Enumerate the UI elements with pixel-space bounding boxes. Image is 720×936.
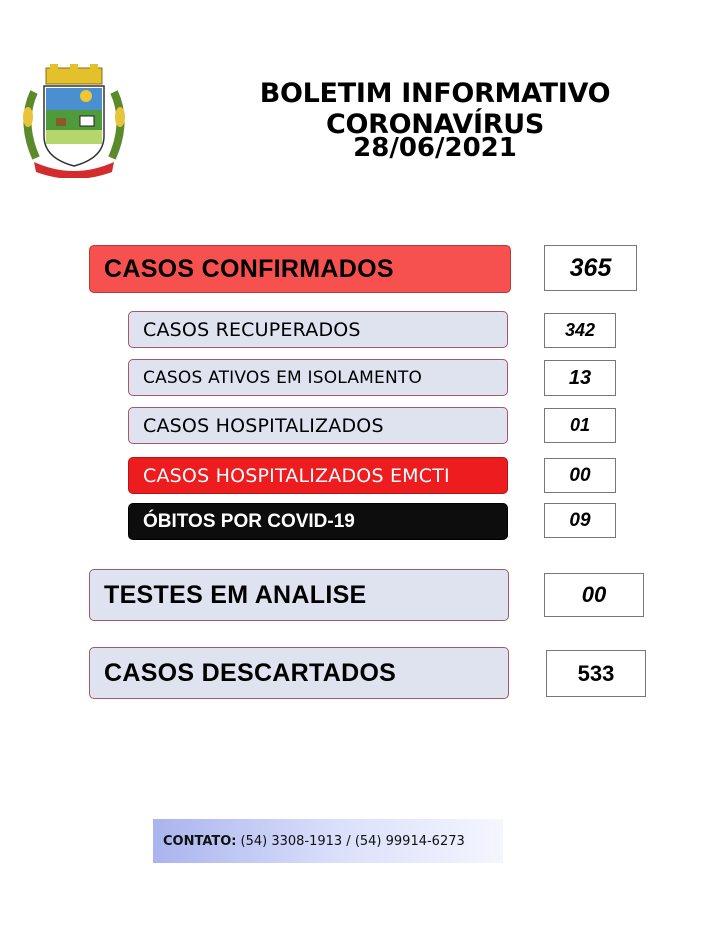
confirmed-cases-label-text: CASOS CONFIRMADOS xyxy=(104,254,394,283)
discarded-cases-value xyxy=(546,650,646,697)
tests-pending-number: 00 xyxy=(581,582,607,607)
contact-label: CONTATO: xyxy=(163,833,237,849)
tests-pending-label xyxy=(89,569,509,621)
tests-pending-label-text: TESTES EM ANALISE xyxy=(104,580,367,609)
bulletin-date: 28/06/2021 xyxy=(353,133,517,163)
confirmed-cases-number: 365 xyxy=(569,253,612,282)
active-cases-number: 13 xyxy=(568,366,592,389)
discarded-cases-number: 533 xyxy=(577,660,615,686)
active-cases-value xyxy=(544,360,616,396)
hospitalized-cases-value xyxy=(544,408,616,443)
icu-cases-label-text: CASOS HOSPITALIZADOS EMCTI xyxy=(143,464,450,487)
hospitalized-cases-number: 01 xyxy=(569,415,591,435)
active-cases-label-text: CASOS ATIVOS EM ISOLAMENTO xyxy=(143,367,423,388)
icu-cases-value xyxy=(544,458,616,493)
icu-cases-number: 00 xyxy=(569,464,591,486)
contact-phones: (54) 3308-1913 / (54) 99914-6273 xyxy=(240,833,465,849)
recovered-cases-value xyxy=(544,313,616,348)
tests-pending-value xyxy=(544,573,644,617)
municipal-coat-of-arms xyxy=(16,62,132,178)
discarded-cases-label xyxy=(89,647,509,699)
confirmed-cases-label xyxy=(89,245,511,293)
hospitalized-cases-label-text: CASOS HOSPITALIZADOS xyxy=(143,414,384,437)
active-cases-label xyxy=(128,359,508,396)
deaths-number: 09 xyxy=(569,509,591,531)
deaths-value xyxy=(544,503,616,538)
bulletin-title: BOLETIM INFORMATIVO CORONAVÍRUS xyxy=(259,78,611,140)
recovered-cases-number: 342 xyxy=(564,320,596,340)
icu-cases-label xyxy=(128,457,508,494)
recovered-cases-label xyxy=(128,311,508,348)
discarded-cases-label-text: CASOS DESCARTADOS xyxy=(104,658,397,687)
deaths-label xyxy=(128,503,508,540)
confirmed-cases-value xyxy=(544,245,637,291)
hospitalized-cases-label xyxy=(128,407,508,444)
deaths-label-text: ÓBITOS POR COVID-19 xyxy=(143,510,355,532)
contact-banner xyxy=(153,819,503,863)
recovered-cases-label-text: CASOS RECUPERADOS xyxy=(143,318,361,341)
